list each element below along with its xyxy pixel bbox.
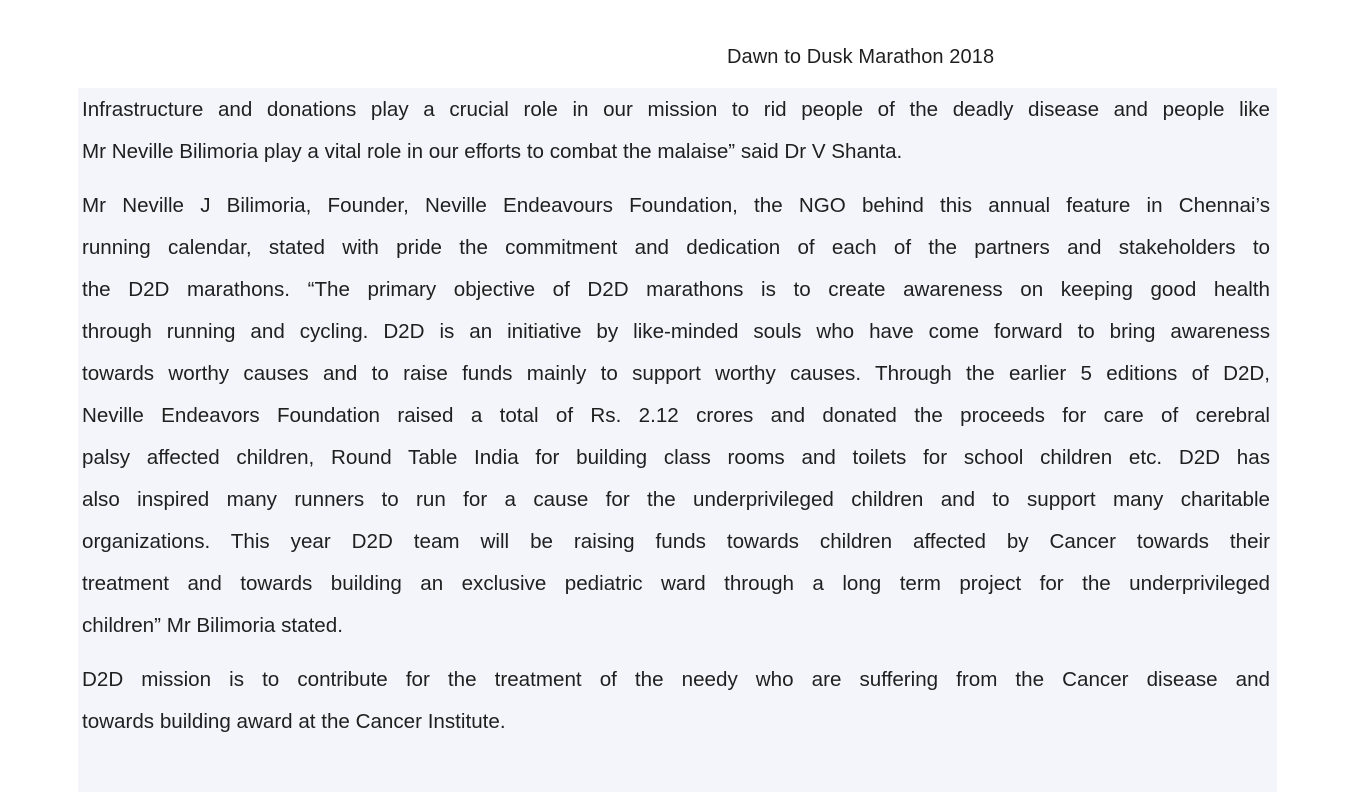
text-line: Infrastructure and donations play a crucial role in our mission to rid people of the deadly disease and people like xyxy=(82,98,1270,121)
document-header: Dawn to Dusk Marathon 2018 xyxy=(727,46,995,68)
document-body xyxy=(82,89,1270,743)
text-line: also inspired many runners to run for a cause for the underprivileged children and to support many charitable xyxy=(82,488,1270,511)
text-line: Mr Neville Bilimoria play a vital role in our efforts to combat the malaise” said Dr V Shanta. xyxy=(82,140,903,163)
text-line: organizations. This year D2D team will be raising funds towards children affected by Cancer towards their xyxy=(82,530,1270,553)
text-line: palsy affected children, Round Table India for building class rooms and toilets for school children etc. D2D has xyxy=(82,446,1270,469)
text-line: children” Mr Bilimoria stated. xyxy=(82,614,343,637)
text-line: running calendar, stated with pride the commitment and dedication of each of the partners and stakeholders to xyxy=(82,236,1270,259)
text-line: towards building award at the Cancer Institute. xyxy=(82,710,506,733)
text-line: Neville Endeavors Foundation raised a total of Rs. 2.12 crores and donated the proceeds for care of cerebral xyxy=(82,404,1270,427)
text-line: treatment and towards building an exclusive pediatric ward through a long term project for the underprivileged xyxy=(82,572,1270,595)
text-line: the D2D marathons. “The primary objective of D2D marathons is to create awareness on keeping good health xyxy=(82,278,1270,301)
text-line: towards worthy causes and to raise funds mainly to support worthy causes. Through the earlier 5 editions of D2D, xyxy=(82,362,1270,385)
text-line: through running and cycling. D2D is an initiative by like-minded souls who have come forward to bring awareness xyxy=(82,320,1270,343)
text-line: D2D mission is to contribute for the treatment of the needy who are suffering from the Cancer disease and xyxy=(82,668,1270,691)
paragraph-d2d-mission xyxy=(82,659,1270,743)
text-line: Mr Neville J Bilimoria, Founder, Neville Endeavours Foundation, the NGO behind this annual feature in Chennai’s xyxy=(82,194,1270,217)
paragraph-infrastructure xyxy=(82,89,1270,173)
paragraph-bilimoria-statement xyxy=(82,185,1270,647)
